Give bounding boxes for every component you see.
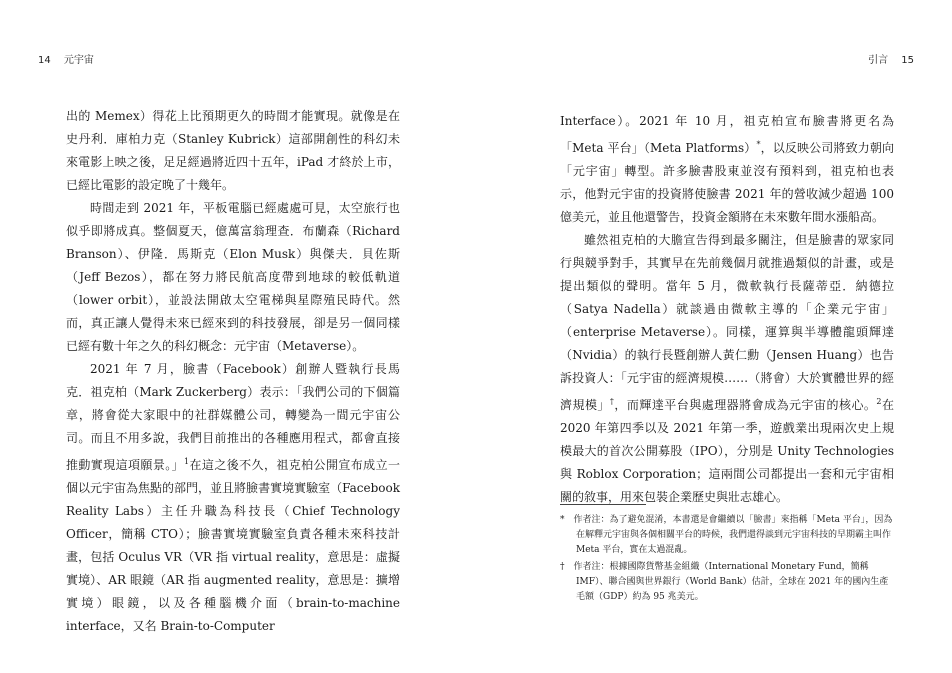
left-running-head: 元宇宙 — [63, 55, 94, 66]
paragraph: 2021 年 7 月，臉書（Facebook）創辦人暨執行長馬克．祖克柏（Mark Zuckerberg）表示：「我們公司的下個篇章，將會從大家眼中的社群媒體公司，轉變為一間元宇宙公司。而且不用多說，我們目前推出的各種應用程式，都會直接推動實現這項願景。」$^1$在這之後不久，祖克柏公開宣布成立一個以元宇宙為焦點的部門，並且將臉書實境實驗室（Facebook Reality Labs）主任升職為科技長（Chief Technology Officer，簡稱 CTO）；臉書實境實驗室負責各種未來科技計畫，包括 Oculus VR（VR 指 virtual reality，意思是：虛擬實境）、AR 眼鏡（AR 指 augmented reality，意思是：擴增實境）眼鏡，以及各種腦機介面（brain-to-machine interface，又名 Brain-to-Computer — [66, 362, 400, 633]
endnote-ref-1[interactable]: 1 — [184, 457, 190, 466]
left-running-header — [38, 51, 94, 66]
footnote-divider — [560, 504, 646, 505]
right-running-header — [868, 51, 914, 66]
endnote-ref-2[interactable]: 2 — [876, 397, 882, 406]
paragraph: Interface）。2021 年 10 月，祖克柏宣布臉書將更名為「Meta 平台」（Meta Platforms）*，以反映公司將致力朝向「元宇宙」轉型。許多臉書股東並沒有預料到，祖克柏也表示，他對元宇宙的投資將使臉書 2021 年的營收減少超過 100 億美元，並且他還警告，投資金額將在未來數年間水漲船高。 — [560, 114, 894, 224]
footnotes — [560, 504, 894, 607]
right-page-number: 15 — [901, 55, 914, 66]
paragraph: 時間走到 2021 年，平板電腦已經處處可見，太空旅行也似乎即將成真。整個夏天，億萬富翁理查．布蘭森（Richard Branson）、伊隆．馬斯克（Elon Musk）與傑夫．貝佐斯（Jeff Bezos），都在努力將民航高度帶到地球的較低軌道（lower orbit），並設法開啟太空電梯與星際殖民時代。然而，真正讓人覺得未來已經來到的科技發展，卻是另一個同樣已經有數十年之久的科幻概念：元宇宙（Metaverse）。 — [66, 201, 400, 353]
paragraph: 雖然祖克柏的大膽宣告得到最多關注，但是臉書的眾家同行與競爭對手，其實早在先前幾個月就推過類似的計畫，或是提出類似的聲明。當年 5 月，微軟執行長薩蒂亞．納德拉（Satya Nadella）就談過由微軟主導的「企業元宇宙」（enterprise Metaverse）。同樣，運算與半導體龍頭輝達（Nvidia）的執行長暨創辦人黃仁勳（Jensen Huang）也告訴投資人：「元宇宙的經濟規模……（將會）大於實體世界的經濟規模」†，而輝達平台與處理器將會成為元宇宙的核心。$^2$在 2020 年第四季以及 2021 年第一季，遊戲業出現兩次史上規模最大的首次公開募股（IPO），分別是 Unity Technologies 與 Roblox Corporation；這兩間公司都提出一套和元宇宙相關的敘事，用來包裝企業歷史與壯志雄心。 — [560, 233, 894, 504]
left-page-number: 14 — [38, 55, 51, 66]
right-body-text — [560, 110, 894, 509]
footnote: * 作者注：為了避免混淆，本書還是會繼續以「臉書」來指稱「Meta 平台」，因為在解釋元宇宙與各個相關平台的時候，我們還得談到元宇宙科技的早期霸主叫作 Meta 平台，實在太過混亂。 — [560, 515, 893, 555]
footnote-ref-dagger[interactable]: † — [609, 397, 615, 406]
right-running-head: 引言 — [868, 55, 889, 66]
footnote-ref-star[interactable]: * — [756, 140, 761, 149]
right-page — [476, 0, 952, 673]
left-body-text — [66, 105, 400, 638]
paragraph: 出的 Memex）得花上比預期更久的時間才能實現。就像是在史丹利．庫柏力克（Stanley Kubrick）這部開創性的科幻未來電影上映之後，足足經過將近四十五年，iPad 才終於上市，已經比電影的設定晚了十幾年。 — [66, 109, 400, 192]
footnote: † 作者注：根據國際貨幣基金組織（International Monetary Fund，簡稱 IMF）、聯合國與世界銀行（World Bank）估計，全球在 2021 年的國內生產毛額（GDP）約為 95 兆美元。 — [560, 562, 889, 602]
